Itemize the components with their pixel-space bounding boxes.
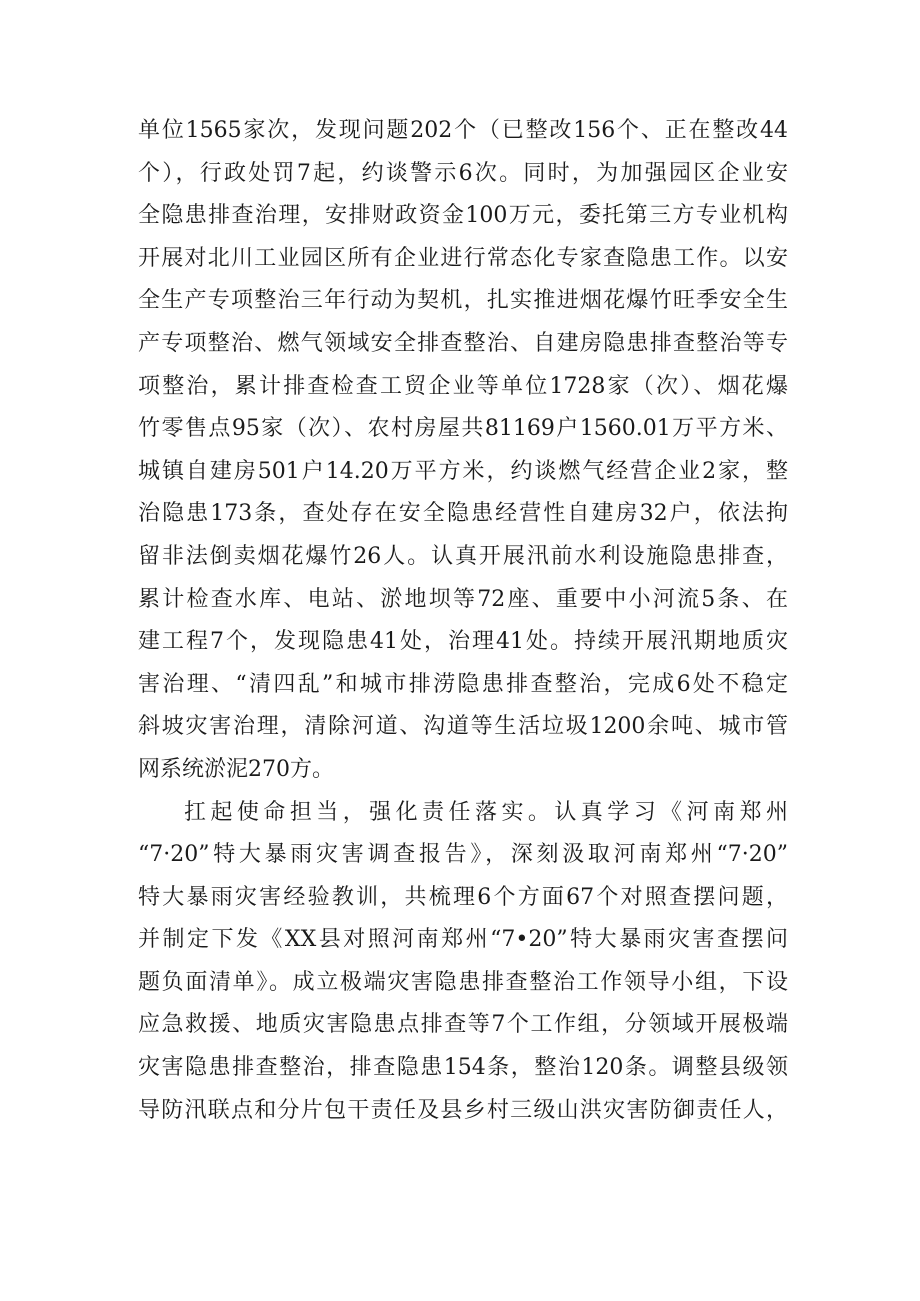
text-line: 建工程7个，发现隐患41处，治理41处。持续开展汛期地质灾: [138, 629, 788, 655]
text-line: 全隐患排查治理，安排财政资金100万元，委托第三方专业机构: [138, 203, 788, 229]
paragraph-responsibility: [138, 792, 788, 1133]
text-line: 网系统淤泥270方。: [138, 756, 334, 782]
text-line: 累计检查水库、电站、淤地坝等72座、重要中小河流5条、在: [138, 586, 788, 612]
text-line: 灾害隐患排查整治，排查隐患154条，整治120条。调整县级领: [138, 1055, 788, 1081]
text-line: 导防汛联点和分片包干责任及县乡村三级山洪灾害防御责任人，: [138, 1097, 788, 1123]
text-line: 特大暴雨灾害经验教训，共梳理6个方面67个对照查摆问题，: [138, 884, 788, 910]
text-line: 留非法倒卖烟花爆竹26人。认真开展汛前水利设施隐患排查，: [138, 543, 788, 569]
text-line: 治隐患173条，查处存在安全隐患经营性自建房32户，依法拘: [138, 501, 788, 527]
text-line: 单位1565家次，发现问题202个（已整改156个、正在整改44: [138, 118, 788, 143]
text-line: 害治理、“清四乱”和城市排涝隐患排查整治，完成6处不稳定: [138, 671, 788, 697]
paragraph-safety-inspection: [138, 110, 788, 792]
text-line: 开展对北川工业园区所有企业进行常态化专家查隐患工作。以安: [138, 245, 788, 271]
text-line: 题负面清单》。成立极端灾害隐患排查整治工作领导小组，下设: [138, 969, 788, 995]
text-line: 全生产专项整治三年行动为契机，扎实推进烟花爆竹旺季安全生: [138, 288, 788, 314]
text-line: 项整治，累计排查检查工贸企业等单位1728家（次）、烟花爆: [138, 373, 788, 399]
text-line: 产专项整治、燃气领域安全排查整治、自建房隐患排查整治等专: [138, 330, 788, 356]
document-body: [138, 110, 788, 1132]
text-line: 竹零售点95家（次）、农村房屋共81169户1560.01万平方米、: [138, 416, 788, 442]
text-line: 扛起使命担当，强化责任落实。认真学习《河南郑州: [184, 799, 788, 825]
text-line: 个），行政处罚7起，约谈警示6次。同时，为加强园区企业安: [138, 160, 788, 186]
text-line: “7·20”特大暴雨灾害调查报告》，深刻汲取河南郑州“7·20”: [138, 842, 788, 868]
text-line: 城镇自建房501户14.20万平方米，约谈燃气经营企业2家，整: [138, 458, 788, 484]
text-line: 应急救援、地质灾害隐患点排查等7个工作组，分领域开展极端: [138, 1012, 788, 1038]
text-line: 斜坡灾害治理，清除河道、沟道等生活垃圾1200余吨、城市管: [138, 714, 788, 740]
text-line: 并制定下发《XX县对照河南郑州“7•20”特大暴雨灾害查摆问: [138, 927, 788, 953]
